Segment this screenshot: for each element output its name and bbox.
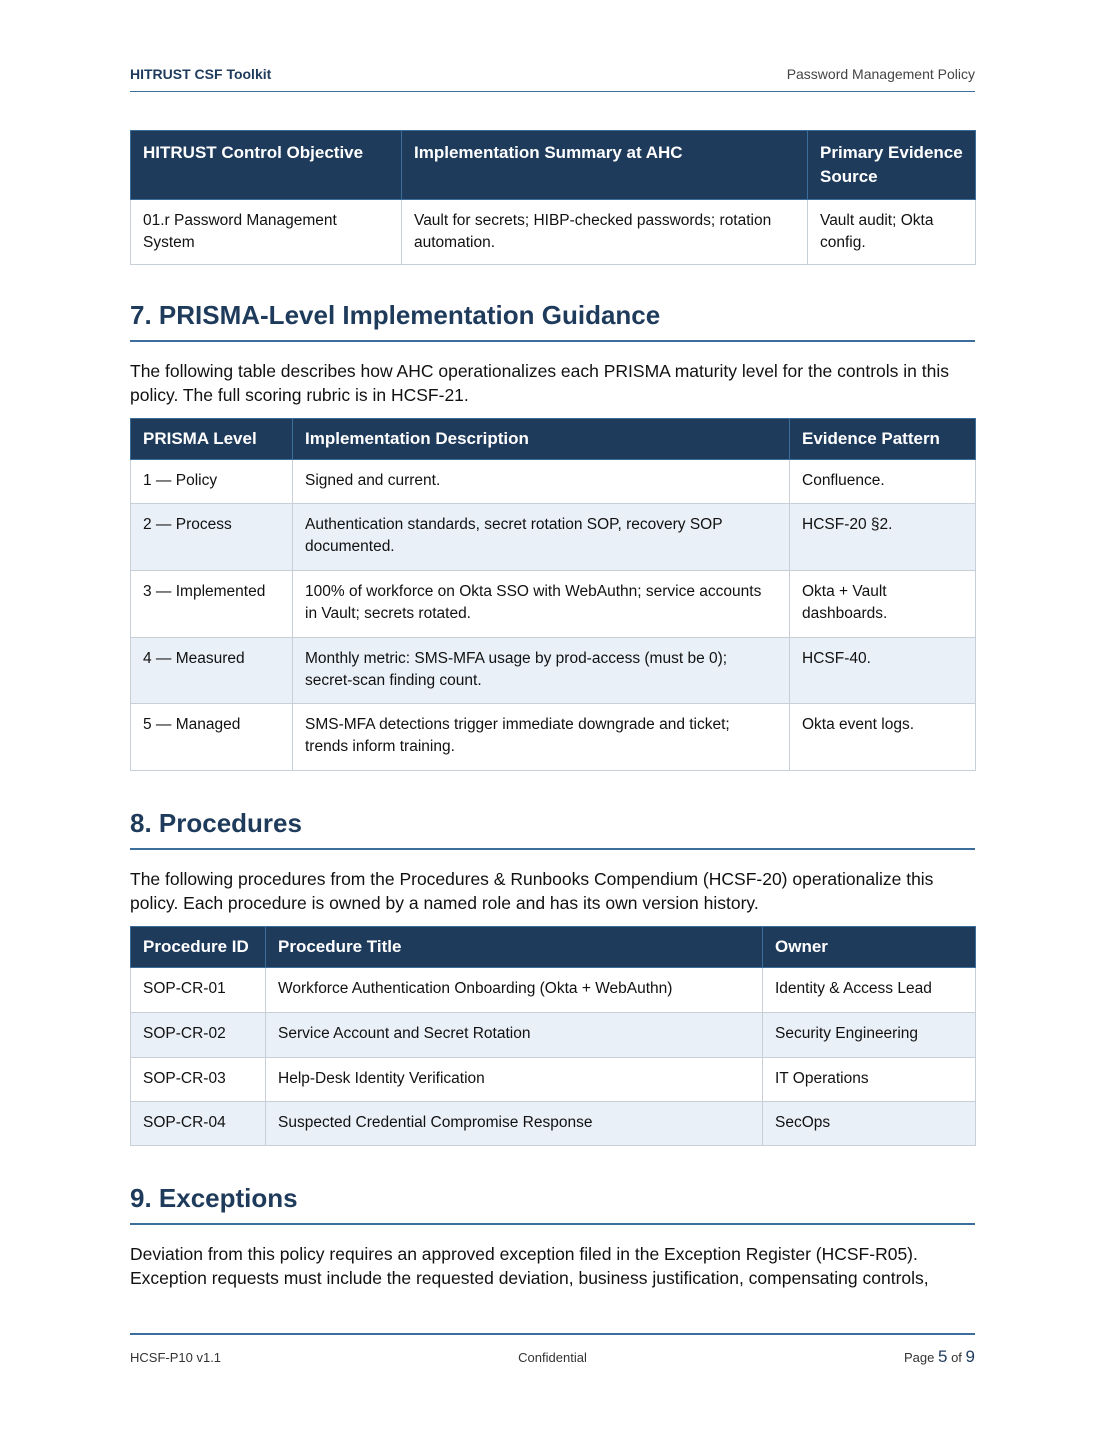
table-row [131,1058,976,1102]
table-cell: HCSF-40. [790,638,976,704]
column-header: Implementation Description [293,419,790,460]
footer-classification: Confidential [518,1350,587,1365]
table-cell: Vault for secrets; HIBP-checked passwords; rotation automation. [402,200,808,265]
table-row [131,460,976,504]
table-cell: SecOps [763,1102,976,1146]
table-cell: 5 — Managed [131,704,293,771]
table-row [131,1102,976,1146]
table-cell: 01.r Password Management System [131,200,402,265]
table-header-row [131,419,976,460]
table-header-row [131,131,976,200]
page-header [130,64,975,92]
procedures-table [130,926,976,1146]
table-row [131,504,976,571]
table-cell: Monthly metric: SMS-MFA usage by prod-access (must be 0); secret-scan finding count. [293,638,790,704]
section-heading-7: 7. PRISMA-Level Implementation Guidance [130,298,975,342]
table-cell: 100% of workforce on Okta SSO with WebAuthn; service accounts in Vault; secrets rotated. [293,571,790,638]
procedures-table-wrap [130,926,976,1146]
table-cell: 2 — Process [131,504,293,571]
table-cell: Security Engineering [763,1013,976,1058]
table-cell: 1 — Policy [131,460,293,504]
current-page: 5 [937,1347,948,1366]
table-cell: SOP-CR-04 [131,1102,266,1146]
table-cell: SOP-CR-03 [131,1058,266,1102]
table-row [131,638,976,704]
table-cell: Suspected Credential Compromise Response [266,1102,763,1146]
table-cell: Help-Desk Identity Verification [266,1058,763,1102]
header-toolkit-title: HITRUST CSF Toolkit [130,66,272,82]
table-cell: Workforce Authentication Onboarding (Okta + WebAuthn) [266,968,763,1013]
column-header: Owner [763,927,976,968]
column-header: Procedure ID [131,927,266,968]
column-header: Primary Evidence Source [808,131,976,200]
table-header-row [131,927,976,968]
table-cell: Okta event logs. [790,704,976,771]
column-header: Implementation Summary at AHC [402,131,808,200]
table-row [131,704,976,771]
of-label: of [951,1350,962,1365]
prisma-table-wrap [130,418,976,771]
table-cell: SOP-CR-02 [131,1013,266,1058]
table-row [131,200,976,265]
section-7-intro: The following table describes how AHC operationalizes each PRISMA maturity level for the controls in this policy. The full scoring rubric is in HCSF-21. [130,361,950,405]
table-cell: Service Account and Secret Rotation [266,1013,763,1058]
page-footer [130,1333,975,1375]
column-header: Procedure Title [266,927,763,968]
table-cell: SMS-MFA detections trigger immediate downgrade and ticket; trends inform training. [293,704,790,771]
column-header: PRISMA Level [131,419,293,460]
page-label: Page [903,1350,935,1365]
table-cell: Confluence. [790,460,976,504]
table-cell: Signed and current. [293,460,790,504]
control-objective-table [130,130,976,265]
header-policy-title: Password Management Policy [786,66,975,82]
table-row [131,968,976,1013]
table-cell: 4 — Measured [131,638,293,704]
column-header: HITRUST Control Objective [131,131,402,200]
table-row [131,571,976,638]
prisma-level-table [130,418,976,771]
table-cell: SOP-CR-01 [131,968,266,1013]
table-cell: 3 — Implemented [131,571,293,638]
column-header: Evidence Pattern [790,419,976,460]
section-heading-8: 8. Procedures [130,806,975,850]
footer-document-id: HCSF-P10 v1.1 [130,1350,222,1365]
table-cell: Vault audit; Okta config. [808,200,976,265]
table-cell: Identity & Access Lead [763,968,976,1013]
control-objective-table-wrap [130,130,976,265]
footer-page-number [904,1347,975,1367]
table-cell: Authentication standards, secret rotation SOP, recovery SOP documented. [293,504,790,571]
table-cell: HCSF-20 §2. [790,504,976,571]
table-cell: Okta + Vault dashboards. [790,571,976,638]
table-row [131,1013,976,1058]
total-pages: 9 [965,1347,975,1366]
section-heading-9: 9. Exceptions [130,1181,975,1225]
section-9-intro: Deviation from this policy requires an approved exception filed in the Exception Register (HCSF-R05). Exception requests must include the requested deviation, business justification, compensating controls, [130,1244,929,1288]
table-cell: IT Operations [763,1058,976,1102]
section-8-intro: The following procedures from the Procedures & Runbooks Compendium (HCSF-20) operationalize this policy. Each procedure is owned by a named role and has its own version history. [130,869,934,913]
